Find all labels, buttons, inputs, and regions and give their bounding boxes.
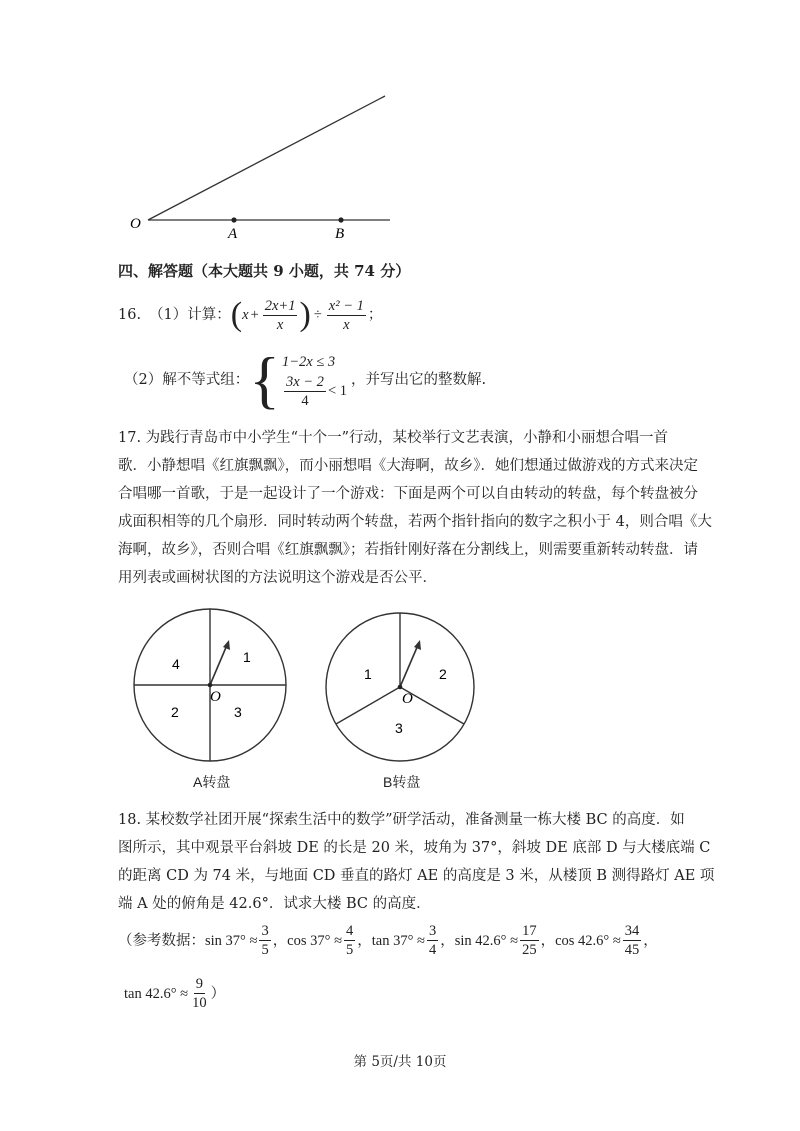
inequality-2-den: 4	[301, 392, 309, 409]
q18-line: 的距离 CD 为 74 米，与地面 CD 垂直的路灯 AE 的高度是 3 米，从楼顶 B 测得路灯 AE 项	[118, 868, 715, 884]
ref-cos426-frac	[623, 922, 642, 959]
inequality-2-tail: < 1	[327, 383, 347, 399]
q18-reference-data	[118, 922, 658, 959]
left-paren: (	[230, 296, 243, 333]
point-a-dot	[231, 217, 236, 222]
ref-tan426: tan 42.6° ≈	[124, 985, 189, 1002]
q16-frac1-num: 2x+1	[264, 297, 296, 314]
ref-cos37: ，cos 37° ≈	[272, 932, 343, 949]
inequality-2	[282, 373, 347, 410]
ref-sin426-den: 25	[522, 942, 537, 958]
ref-cos426-num: 34	[624, 923, 640, 939]
q18-line: 端 A 处的俯角是 42.6°．试求大楼 BC 的高度．	[118, 896, 431, 912]
q16-plus: +	[250, 307, 259, 323]
q18-reference-data-2	[124, 975, 225, 1012]
q16-frac2-den: x	[343, 316, 350, 333]
spinner-b-sector-3: 3	[395, 720, 403, 736]
ref-close: ）	[210, 985, 226, 1002]
spinner-a-sector-3: 3	[234, 704, 242, 720]
inequality-system	[282, 351, 347, 410]
q16-number: 16.	[118, 307, 142, 323]
spinner-a-center-label: O	[210, 689, 221, 705]
q18-line: 图所示，其中观景平台斜坡 DE 的长是 20 米，坡角为 37°，斜坡 DE 底部 D 与大楼底端 C	[118, 840, 711, 856]
q16-frac2-num: x² − 1	[328, 297, 364, 314]
spinner-b	[322, 609, 478, 765]
q16-div: ÷	[313, 307, 322, 323]
point-o-label: O	[130, 216, 141, 232]
ref-cos426-den: 45	[624, 942, 640, 958]
spinner-a-center	[208, 683, 213, 688]
q16-part1-label: （1）计算：	[149, 307, 231, 323]
ref-tan37: ，tan 37° ≈	[357, 932, 426, 949]
q16-part2	[124, 345, 486, 415]
ref-sin37-num: 3	[261, 923, 269, 939]
ref-sin37-den: 5	[261, 942, 269, 958]
ref-open: （参考数据：	[118, 932, 205, 949]
q17-line: 歌．小静想唱《红旗飘飘》，而小丽想唱《大海啊，故乡》．她们想通过做游戏的方式来决定	[118, 458, 698, 474]
ray-oc	[148, 96, 385, 220]
ref-sin426-frac	[520, 922, 539, 959]
inequality-2-num: 3x − 2	[285, 373, 324, 390]
spinner-b-pointer	[400, 645, 418, 687]
spinner-a-caption: A转盘	[193, 774, 231, 790]
spinner-b-center	[398, 685, 403, 690]
spinner-b-caption: B转盘	[383, 774, 421, 790]
q16-part1	[118, 295, 382, 335]
spinner-a-sector-4: 4	[172, 656, 180, 672]
q17-line: 合唱哪一首歌，于是一起设计了一个游戏：下面是两个可以自由转动的转盘，每个转盘被分	[118, 486, 698, 502]
q17-line: 海啊，故乡》，否则合唱《红旗飘飘》；若指针刚好落在分割线上，则需要重新转动转盘．请	[118, 542, 698, 558]
ref-tan37-num: 3	[429, 923, 437, 939]
inequality-1: 1−2x ≤ 3	[281, 353, 336, 370]
inequality-2-frac	[284, 373, 326, 410]
q17-line: 成面积相等的几个扇形．同时转动两个转盘，若两个指针指向的数字之积小于 4，则合唱《大	[118, 514, 712, 530]
spinner-a-sector-1: 1	[243, 649, 251, 665]
ref-sin426-num: 17	[522, 923, 537, 939]
ref-cos37-num: 4	[346, 923, 354, 939]
spinner-b-pointer-tip	[414, 640, 421, 650]
ref-sin37-frac	[259, 922, 270, 959]
ref-cos426: ，cos 42.6° ≈	[540, 932, 621, 949]
spinner-b-divider-left	[336, 687, 400, 724]
spinner-a-sector-2: 2	[171, 704, 179, 720]
q17-line: 17. 为践行青岛市中小学生“十个一”行动，某校举行文艺表演，小静和小丽想合唱一首	[118, 430, 668, 446]
ref-cos426-tail: ，	[643, 932, 658, 949]
angle-figure	[120, 85, 410, 245]
q16-frac1-den: x	[276, 316, 284, 333]
point-b-dot	[338, 217, 343, 222]
q16-part1-end: ；	[367, 307, 383, 323]
q17-line: 用列表或画树状图的方法说明这个游戏是否公平．	[118, 570, 437, 586]
spinner-b-center-label: O	[402, 691, 413, 707]
point-b-label: B	[335, 226, 345, 242]
q16-x: x	[242, 307, 249, 323]
page-footer: 第 5页/共 10页	[353, 1054, 447, 1070]
spinner-b-sector-2: 2	[439, 666, 447, 682]
q18-line: 18. 某校数学社团开展“探索生活中的数学”研学活动，准备测量一栋大楼 BC 的高度．如	[118, 812, 685, 828]
spinner-a-pointer	[210, 645, 227, 685]
ref-cos37-frac	[344, 922, 355, 959]
ref-cos37-den: 5	[346, 942, 354, 958]
q17-text	[118, 424, 712, 592]
q16-part2-label: （2）解不等式组：	[124, 372, 250, 388]
section-heading: 四、解答题（本大题共 9 小题，共 74 分）	[118, 262, 411, 280]
q16-frac1	[263, 297, 298, 334]
system-brace: {	[249, 344, 280, 415]
ref-tan426-num: 9	[195, 976, 203, 992]
q16-frac2	[327, 297, 366, 334]
spinner-a-pointer-tip	[223, 640, 230, 650]
ref-tan426-den: 10	[192, 995, 207, 1011]
point-a-label: A	[228, 226, 238, 242]
ref-tan37-frac	[427, 922, 438, 959]
q16-part2-tail: ，并写出它的整数解.	[351, 372, 487, 388]
spinner-a	[130, 605, 290, 765]
right-paren: )	[299, 296, 311, 333]
spinner-b-sector-1: 1	[364, 666, 372, 682]
ref-sin37: sin 37° ≈	[205, 932, 258, 949]
ref-tan37-den: 4	[429, 942, 437, 958]
q18-text	[118, 806, 715, 918]
ref-sin426: ，sin 42.6° ≈	[440, 932, 519, 949]
ref-tan426-frac	[190, 975, 209, 1012]
